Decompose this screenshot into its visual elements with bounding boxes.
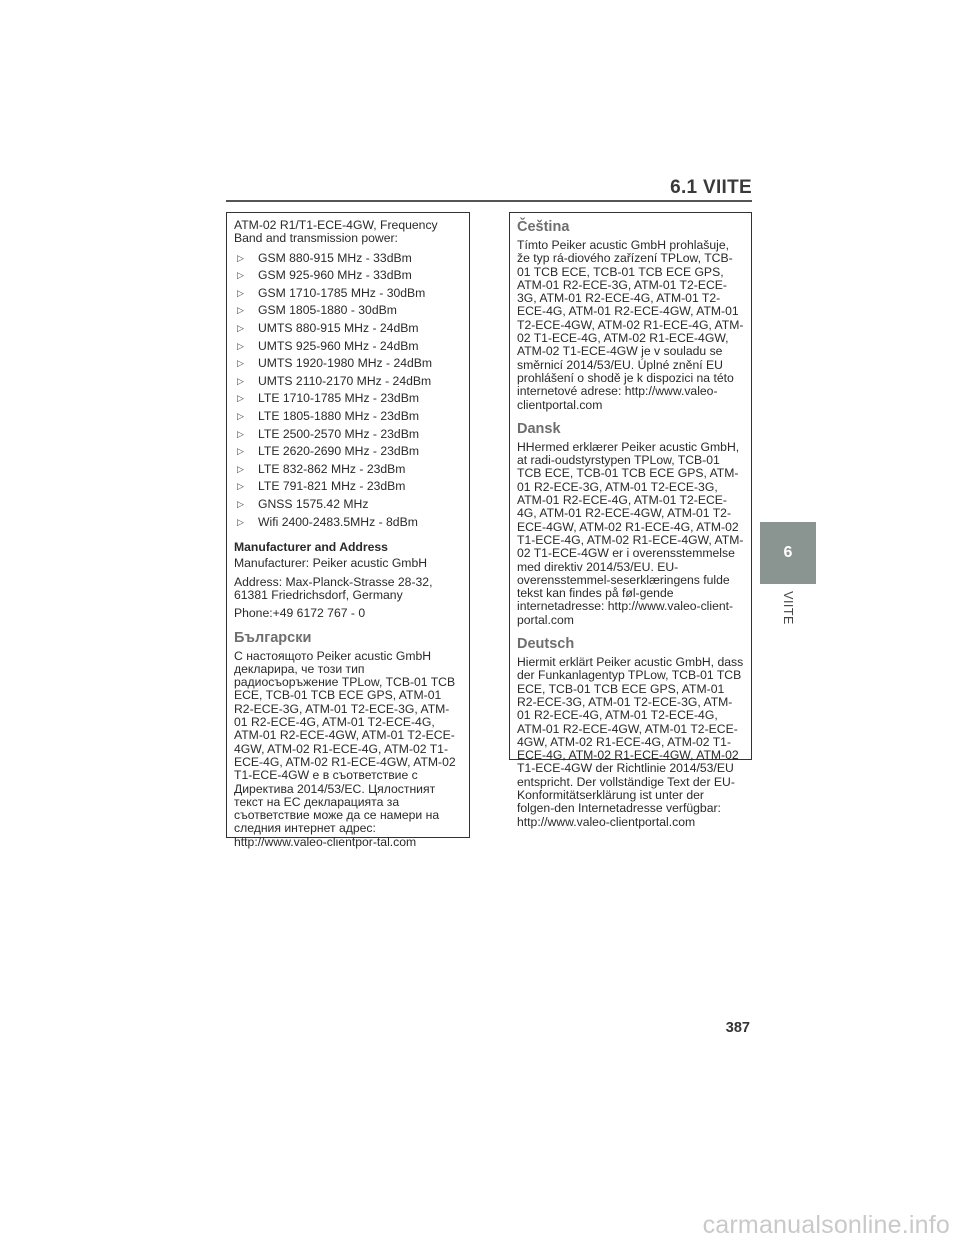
watermark: carmanualsonline.info — [702, 1211, 950, 1239]
frequency-text: GSM 1805-1880 - 30dBm — [258, 303, 397, 318]
frequency-text: GSM 880-915 MHz - 33dBm — [258, 250, 412, 265]
frequency-text: LTE 2620-2690 MHz - 23dBm — [258, 444, 419, 459]
bullet-triangle-icon: ▷ — [237, 340, 244, 351]
bullet-triangle-icon: ▷ — [237, 428, 244, 439]
frequency-item — [234, 445, 462, 463]
bulgarian-declaration: С настоящото Peiker acustic GmbH декларира, че този тип радиосъоръжение TPLow, TCB-01 TCB ECE, TCB-01 TCB ECE GPS, ATM-01 R2-ECE-3G, ATM-01 T2-ECE-3G, ATM-01 R2-ECE-4G, ATM-01 T2-ECE-4G, ATM-01 R2-ECE-4GW, ATM-01 T2-ECE-4GW, ATM-02 R1-ECE-4G, ATM-02 T1-ECE-4G, ATM-02 R1-ECE-4GW, ATM-02 T1-ECE-4GW е в съответствие с Директива 2014/53/ЕС. Цялостният текст на ЕС декларацията за съответствие може да се намери на следния интернет адрес: http://www.valeo-clientpor-tal.com — [234, 648, 456, 849]
bullet-triangle-icon: ▷ — [237, 375, 244, 386]
frequency-text: GNSS 1575.42 MHz — [258, 496, 369, 511]
frequency-item — [234, 498, 462, 516]
danish-heading: Dansk — [517, 420, 561, 437]
frequency-item — [234, 463, 462, 481]
frequency-text: UMTS 925-960 MHz - 24dBm — [258, 338, 419, 353]
right-column-box — [509, 212, 752, 829]
danish-declaration: HHermed erklærer Peiker acustic GmbH, at radi-oudstyrstypen TPLow, TCB-01 TCB ECE, TCB-01 TCB ECE GPS, ATM-01 R2-ECE-3G, ATM-01 T2-ECE-3G, ATM-01 R2-ECE-4G, ATM-01 T2-ECE-4G, ATM-01 R2-ECE-4GW, ATM-01 T2-ECE-4GW, ATM-02 R1-ECE-4G, ATM-02 T1-ECE-4G, ATM-02 R1-ECE-4GW, ATM-02 T1-ECE-4GW er i overensstemmelse med direktiv 2014/53/EU. EU-overensstemmel-seserklæringens fulde tekst kan findes på føl-gende internetadresse: http://www.valeo-client-portal.com — [517, 439, 744, 627]
section-title: 6.1 VIITE — [670, 177, 752, 198]
czech-heading: Čeština — [517, 219, 570, 235]
left-column-box — [226, 212, 470, 849]
bulgarian-heading: Български — [234, 629, 312, 646]
frequency-item — [234, 252, 462, 270]
german-heading: Deutsch — [517, 636, 575, 653]
manufacturer-phone: Phone:+49 6172 767 - 0 — [234, 606, 366, 621]
manufacturer-name: Manufacturer: Peiker acustic GmbH — [234, 556, 428, 571]
frequency-item — [234, 375, 462, 393]
frequency-text: LTE 1805-1880 MHz - 23dBm — [258, 408, 419, 423]
frequency-text: UMTS 1920-1980 MHz - 24dBm — [258, 356, 433, 371]
frequency-text: GSM 925-960 MHz - 33dBm — [258, 268, 412, 283]
frequency-intro: ATM-02 R1/T1-ECE-4GW, Frequency Band and transmission power: — [234, 218, 438, 246]
frequency-text: LTE 2500-2570 MHz - 23dBm — [258, 426, 419, 441]
czech-declaration: Tímto Peiker acustic GmbH prohlašuje, že typ rá-diového zařízení TPLow, TCB-01 TCB ECE, TCB-01 TCB ECE GPS, ATM-01 R2-ECE-3G, ATM-01 T2-ECE-3G, ATM-01 R2-ECE-4G, ATM-01 T2-ECE-4G, ATM-01 R2-ECE-4GW, ATM-01 T2-ECE-4GW, ATM-02 R1-ECE-4G, ATM-02 T1-ECE-4G, ATM-02 R1-ECE-4GW, ATM-02 T1-ECE-4GW je v souladu se směrnicí 2014/53/EU. Úplné znění EU prohlášení o shodě je k dispozici na této internetové adrese: http://www.valeo-clientportal.com — [517, 238, 744, 412]
bullet-triangle-icon: ▷ — [237, 463, 244, 474]
bullet-triangle-icon: ▷ — [237, 481, 244, 492]
frequency-item — [234, 428, 462, 446]
frequency-item — [234, 304, 462, 322]
frequency-item — [234, 516, 462, 534]
chapter-label-text: VIITE — [781, 591, 796, 625]
bullet-triangle-icon: ▷ — [237, 252, 244, 263]
bullet-triangle-icon: ▷ — [237, 516, 244, 527]
frequency-list — [234, 252, 462, 534]
manufacturer-heading: Manufacturer and Address — [234, 540, 388, 555]
frequency-text: UMTS 2110-2170 MHz - 24dBm — [258, 373, 432, 388]
frequency-text: LTE 1710-1785 MHz - 23dBm — [258, 391, 419, 406]
manufacturer-address: Address: Max-Planck-Strasse 28-32, 61381 Friedrichsdorf, Germany — [234, 574, 433, 602]
frequency-text: GSM 1710-1785 MHz - 30dBm — [258, 285, 426, 300]
bullet-triangle-icon: ▷ — [237, 322, 244, 333]
frequency-item — [234, 410, 462, 428]
frequency-text: LTE 832-862 MHz - 23dBm — [258, 461, 406, 476]
frequency-item — [234, 287, 462, 305]
frequency-text: UMTS 880-915 MHz - 24dBm — [258, 320, 419, 335]
frequency-item — [234, 392, 462, 410]
chapter-tab-label — [780, 588, 796, 628]
bullet-triangle-icon: ▷ — [237, 305, 244, 316]
bullet-triangle-icon: ▷ — [237, 393, 244, 404]
german-declaration: Hiermit erklärt Peiker acustic GmbH, dass der Funkanlagentyp TPLow, TCB-01 TCB ECE, TCB-01 TCB ECE GPS, ATM-01 R2-ECE-3G, ATM-01 T2-ECE-3G, ATM-01 R2-ECE-4G, ATM-01 T2-ECE-4G, ATM-01 R2-ECE-4GW, ATM-01 T2-ECE-4GW, ATM-02 R1-ECE-4G, ATM-02 T1-ECE-4G, ATM-02 R1-ECE-4GW, ATM-02 T1-ECE-4GW der Richtlinie 2014/53/EU entspricht. Der vollständige Text der EU-Konformitätserklärung ist unter der folgen-den Internetadresse verfügbar: http://www.valeo-clientportal.com — [517, 655, 744, 829]
frequency-text: LTE 791-821 MHz - 23dBm — [258, 479, 406, 494]
frequency-item — [234, 269, 462, 287]
bullet-triangle-icon: ▷ — [237, 446, 244, 457]
bullet-triangle-icon: ▷ — [237, 270, 244, 281]
bullet-triangle-icon: ▷ — [237, 358, 244, 369]
frequency-item — [234, 357, 462, 375]
header-divider — [226, 200, 752, 202]
page-number: 387 — [725, 1020, 750, 1036]
frequency-text: Wifi 2400-2483.5MHz - 8dBm — [258, 514, 418, 529]
bullet-triangle-icon: ▷ — [237, 287, 244, 298]
frequency-item — [234, 340, 462, 358]
bullet-triangle-icon: ▷ — [237, 410, 244, 421]
bullet-triangle-icon: ▷ — [237, 498, 244, 509]
frequency-item — [234, 480, 462, 498]
frequency-item — [234, 322, 462, 340]
chapter-tab: 6 — [760, 522, 816, 584]
